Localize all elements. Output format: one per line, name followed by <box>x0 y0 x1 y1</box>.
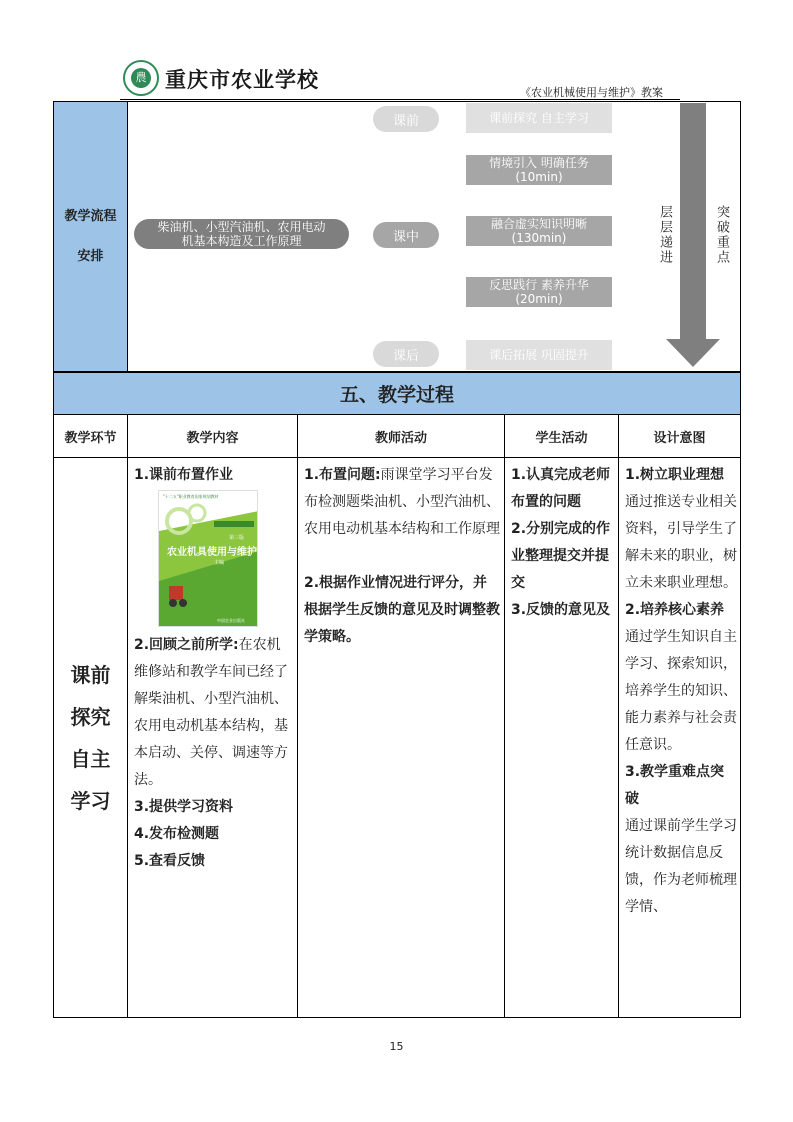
flow-box-fusion-line2: (130min) <box>511 231 567 245</box>
flow-box-intro-line1: 情境引入 明确任务 <box>489 156 589 170</box>
page-number: 15 <box>389 1040 404 1053</box>
book-author: 主编 <box>214 560 225 566</box>
design-items <box>625 462 737 921</box>
flow-topic-line1: 柴油机、小型汽油机、农用电动 <box>157 220 326 234</box>
document-subtitle: 《农业机械使用与维护》教案 <box>520 86 663 99</box>
flow-box-reflect-line2: (20min) <box>515 292 563 306</box>
content-item4 <box>134 821 294 848</box>
th-student: 学生活动 <box>504 414 619 458</box>
textbook-cover-image <box>158 490 258 627</box>
content-item2-body: 在农机维修站和教学车间已经了解柴油机、小型汽油机、农用电动机基本结构，基本启动、关停、调速等方法。 <box>134 637 288 788</box>
content-item1 <box>134 462 294 489</box>
flow-box-post <box>466 340 612 370</box>
section-title: 五、教学过程 <box>53 372 741 415</box>
flow-box-fusion <box>466 216 612 246</box>
stage-cell <box>53 457 128 1018</box>
student-item1: 1.认真完成老师布置的问题 <box>511 467 611 510</box>
design-item2-title: 2.培养核心素养 <box>625 602 725 618</box>
book-edition: 第三版 <box>229 535 245 541</box>
stage-line2: 探究 <box>70 704 111 729</box>
content-item5 <box>134 848 294 875</box>
flow-box-pre-label: 课前探究 自主学习 <box>489 111 589 125</box>
flow-box-pre <box>466 103 612 133</box>
header-rule <box>120 99 680 100</box>
flow-box-intro-line2: (10min) <box>515 170 563 184</box>
content-item3 <box>134 794 294 821</box>
th-stage: 教学环节 <box>53 414 128 458</box>
arrow-label-left: 层层递进 <box>657 205 672 265</box>
flow-box-post-label: 课后拓展 巩固提升 <box>489 348 589 362</box>
teacher-item1-title: 1.布置问题: <box>304 467 381 483</box>
flow-box-fusion-line1: 融合虚实知识明晰 <box>490 217 587 231</box>
teacher-item1-body: 雨课堂学习平台发布检测题柴油机、小型汽油机、农用电动机基本结构和工作原理 <box>304 467 500 537</box>
student-item3: 3.反馈的意见及 <box>511 602 611 618</box>
stage-line4: 学习 <box>70 788 111 813</box>
book-series: "十二五"职业教育国家规划教材 <box>163 494 219 499</box>
flow-topic-line2: 机基本构造及工作原理 <box>181 234 302 248</box>
teacher-item1 <box>304 462 501 543</box>
flow-box-reflect <box>466 277 612 307</box>
design-item3-body: 通过课前学生学习统计数据信息反馈，作为老师梳理学情、 <box>625 818 737 915</box>
content-item3-text: 3.提供学习资料 <box>134 799 234 815</box>
stage-line3: 自主 <box>70 746 111 771</box>
design-item3-title: 3.教学重难点突破 <box>625 764 725 807</box>
th-teacher: 教师活动 <box>297 414 505 458</box>
book-publisher: 中国农业出版社 <box>217 618 245 623</box>
teacher-item2-text: 2.根据作业情况进行评分，并根据学生反馈的意见及时调整教学策略。 <box>304 575 500 645</box>
textbook-cover-art <box>159 491 258 627</box>
design-item1-title: 1.树立职业理想 <box>625 467 725 483</box>
stage-pill-in: 课中 <box>373 222 439 248</box>
design-item1-body: 通过推送专业相关资料，引导学生了解未来的职业，树立未来职业理想。 <box>625 494 737 591</box>
stage-line1: 课前 <box>70 662 111 687</box>
th-design: 设计意图 <box>618 414 741 458</box>
flow-label-line2: 安排 <box>77 248 104 264</box>
flow-label-cell <box>53 101 128 372</box>
content-item4-text: 4.发布检测题 <box>134 826 220 842</box>
flow-label-line1: 教学流程 <box>64 208 117 224</box>
flow-box-intro <box>466 155 612 185</box>
content-item1-text: 1.课前布置作业 <box>134 467 234 483</box>
stage-pill-post: 课后 <box>373 341 439 367</box>
student-item2: 2.分别完成的作业整理提交并提交 <box>511 521 611 591</box>
stage-pill-pre: 课前 <box>373 106 439 132</box>
book-title: 农业机具使用与维护 <box>167 547 257 558</box>
arrow-label-right: 突破重点 <box>714 205 729 265</box>
student-items <box>511 462 615 624</box>
content-item5-text: 5.查看反馈 <box>134 853 206 869</box>
design-item2-body: 通过学生知识自主学习、探索知识，培养学生的知识、能力素养与社会责任意识。 <box>625 629 737 753</box>
school-name: 重庆市农业学校 <box>165 67 319 92</box>
flow-topic <box>134 219 349 249</box>
flow-box-reflect-line1: 反思践行 素养升华 <box>489 278 589 292</box>
th-content: 教学内容 <box>127 414 298 458</box>
logo-glyph: 農 <box>131 68 151 88</box>
teacher-item2 <box>304 570 501 651</box>
content-item2-title: 2.回顾之前所学: <box>134 637 239 653</box>
school-logo <box>123 60 159 96</box>
content-item2 <box>134 632 294 794</box>
